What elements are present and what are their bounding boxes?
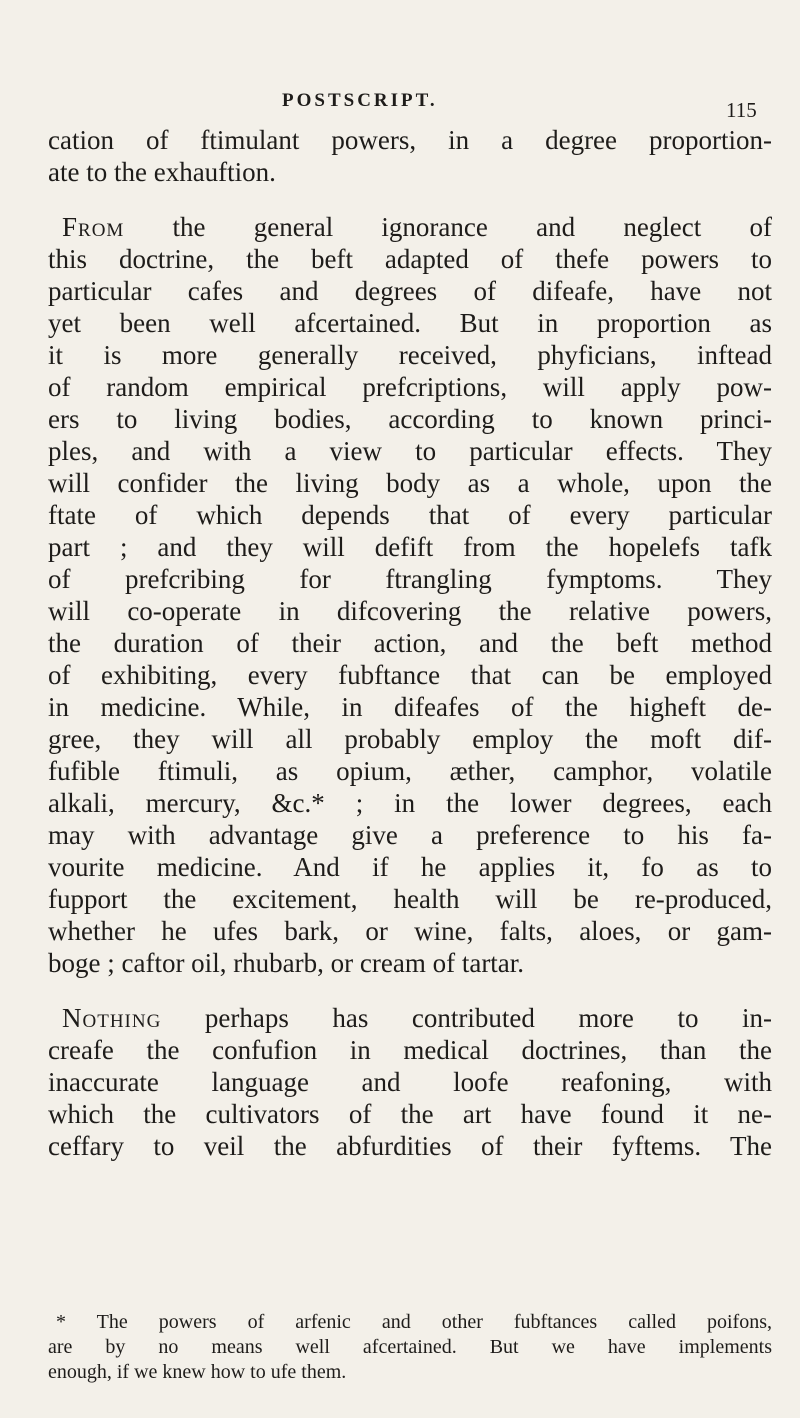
text-line xyxy=(48,1002,772,1034)
text-line: ples, and with a view to particular effects. They xyxy=(48,436,772,466)
text-line: whether he ufes bark, or wine, falts, aloes, or gam- xyxy=(48,916,772,946)
text-line: vourite medicine. And if he applies it, fo as to xyxy=(48,852,772,882)
page-number: 115 xyxy=(726,98,757,122)
text-line: yet been well afcertained. But in proportion as xyxy=(48,308,772,338)
text-line xyxy=(48,211,772,243)
text-line: of exhibiting, every fubftance that can be employed xyxy=(48,660,772,690)
text-line: may with advantage give a preference to his fa- xyxy=(48,820,772,850)
text-line: of prefcribing for ftrangling fymptoms. They xyxy=(48,564,772,594)
text-line-rest: perhaps has contributed more to in- xyxy=(204,1003,772,1033)
text-line: ers to living bodies, according to known princi- xyxy=(48,404,772,434)
paragraph xyxy=(48,1002,772,1162)
text-line: this doctrine, the beft adapted of thefe powers to xyxy=(48,244,772,274)
text-line: gree, they will all probably employ the moft dif- xyxy=(48,724,772,754)
footnote xyxy=(48,1310,772,1385)
text-line: cation of ftimulant powers, in a degree proportion- xyxy=(48,125,772,155)
text-line: which the cultivators of the art have found it ne- xyxy=(48,1099,772,1129)
text-line: fupport the excitement, health will be re-produced, xyxy=(48,884,772,914)
text-line: in medicine. While, in difeafes of the higheft de- xyxy=(48,692,772,722)
text-line: ftate of which depends that of every particular xyxy=(48,500,772,530)
paragraph xyxy=(48,124,772,188)
text-line: particular cafes and degrees of difeafe, have not xyxy=(48,276,772,306)
paragraph-lead: From xyxy=(62,212,125,242)
footnote-line: are by no means well afcertained. But we have implements xyxy=(48,1336,772,1358)
footnote-line: enough, if we knew how to ufe them. xyxy=(48,1361,347,1383)
text-line: will confider the living body as a whole, upon the xyxy=(48,468,772,498)
text-line: it is more generally received, phyficians, inftead xyxy=(48,340,772,370)
text-line: ate to the exhauftion. xyxy=(48,157,276,187)
running-head: POSTSCRIPT. xyxy=(282,90,438,111)
text-line: fufible ftimuli, as opium, æther, camphor, volatile xyxy=(48,756,772,786)
paragraph-lead: Nothing xyxy=(62,1003,162,1033)
text-line: creafe the confufion in medical doctrines, than the xyxy=(48,1035,772,1065)
text-line: the duration of their action, and the beft method xyxy=(48,628,772,658)
text-line: boge ; caftor oil, rhubarb, or cream of tartar. xyxy=(48,948,525,978)
body-text xyxy=(48,124,772,1162)
text-line: will co-operate in difcovering the relative powers, xyxy=(48,596,772,626)
footnote-line: * The powers of arfenic and other fubftances called poifons, xyxy=(56,1311,772,1333)
text-line: ceffary to veil the abfurdities of their fyftems. The xyxy=(48,1131,772,1161)
paragraph xyxy=(48,211,772,979)
text-line: inaccurate language and loofe reafoning, with xyxy=(48,1067,772,1097)
text-line: of random empirical prefcriptions, will apply pow- xyxy=(48,372,772,402)
text-line-rest: the general ignorance and neglect of xyxy=(172,212,772,242)
text-line: alkali, mercury, &c.* ; in the lower degrees, each xyxy=(48,788,772,818)
text-line: part ; and they will defift from the hopelefs tafk xyxy=(48,532,772,562)
